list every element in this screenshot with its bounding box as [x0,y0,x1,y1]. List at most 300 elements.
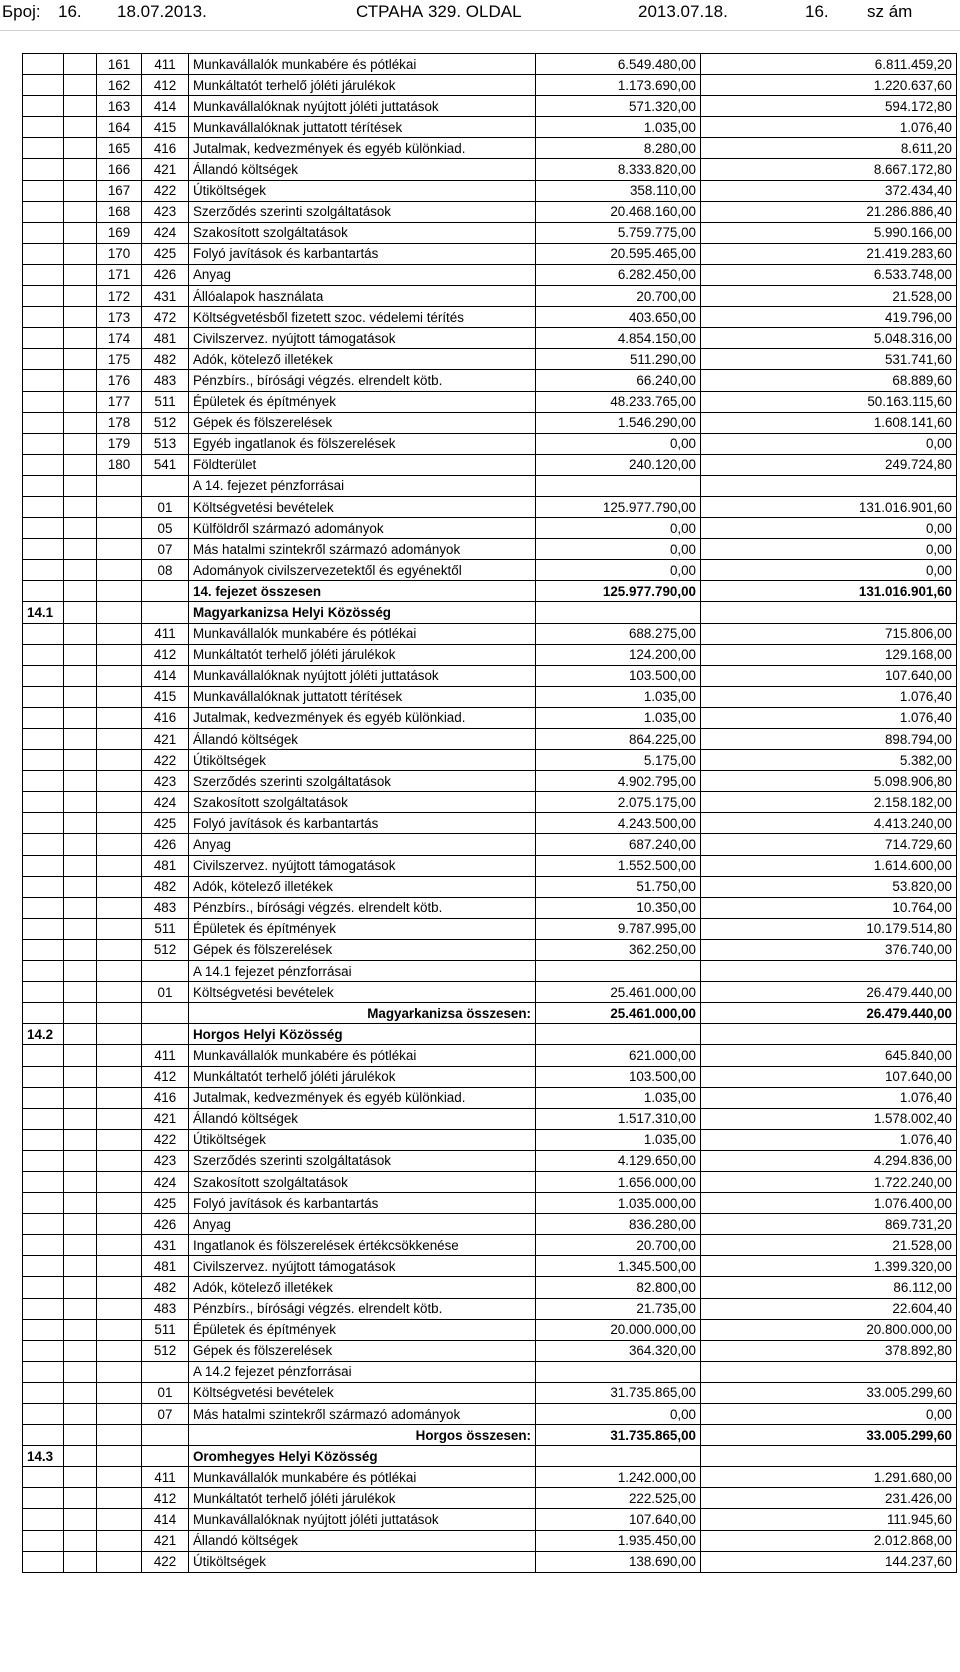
description-cell: Jutalmak, kedvezmények és egyéb különkiad. [189,138,536,159]
item-number-cell [97,750,142,771]
section-code-cell [23,1382,64,1403]
section-code-cell [23,1235,64,1256]
amount-indexed-cell: 10.179.514,80 [701,918,957,939]
amount-cell: 1.345.500,00 [536,1256,701,1277]
account-code-cell [142,1425,189,1446]
empty-cell [64,349,97,370]
account-code-cell [142,1446,189,1467]
amount-indexed-cell: 21.528,00 [701,286,957,307]
table-row [23,771,957,792]
account-code-cell: 481 [142,1256,189,1277]
section-code-cell [23,475,64,496]
amount-cell: 2.075.175,00 [536,792,701,813]
description-cell: Útiköltségek [189,180,536,201]
description-cell: Anyag [189,1214,536,1235]
amount-cell: 1.035.000,00 [536,1193,701,1214]
amount-cell: 836.280,00 [536,1214,701,1235]
item-number-cell: 161 [97,54,142,75]
item-number-cell [97,1150,142,1171]
amount-indexed-cell: 372.434,40 [701,180,957,201]
item-number-cell: 173 [97,307,142,328]
table-row [23,1108,957,1129]
section-code-cell [23,264,64,285]
empty-cell [64,855,97,876]
item-number-cell [97,1003,142,1024]
item-number-cell [97,1171,142,1192]
account-code-cell: 07 [142,539,189,560]
item-number-cell [97,918,142,939]
section-code-cell [23,1488,64,1509]
section-code-cell [23,813,64,834]
table-row [23,792,957,813]
section-code-cell [23,391,64,412]
item-number-cell [97,1108,142,1129]
item-number-cell [97,876,142,897]
amount-indexed-cell: 1.076,40 [701,686,957,707]
empty-cell [64,1467,97,1488]
account-code-cell: 01 [142,496,189,517]
amount-indexed-cell: 8.667.172,80 [701,159,957,180]
amount-cell: 6.282.450,00 [536,264,701,285]
table-row [23,939,957,960]
empty-cell [64,138,97,159]
item-number-cell [97,813,142,834]
amount-indexed-cell: 68.889,60 [701,370,957,391]
amount-indexed-cell: 107.640,00 [701,1066,957,1087]
section-code-cell [23,1530,64,1551]
amount-cell: 1.552.500,00 [536,855,701,876]
section-code-cell [23,222,64,243]
item-number-cell [97,707,142,728]
item-number-cell: 179 [97,433,142,454]
description-cell: Civilszervez. nyújtott támogatások [189,855,536,876]
description-cell: Oromhegyes Helyi Közösség [189,1446,536,1467]
account-code-cell: 425 [142,813,189,834]
section-code-cell [23,771,64,792]
item-number-cell [97,792,142,813]
amount-indexed-cell: 8.611,20 [701,138,957,159]
table-row [23,1340,957,1361]
table-row [23,96,957,117]
amount-cell: 21.735,00 [536,1298,701,1319]
account-code-cell: 423 [142,201,189,222]
amount-cell: 1.242.000,00 [536,1467,701,1488]
section-code-cell [23,433,64,454]
account-code-cell: 421 [142,1108,189,1129]
section-code-cell [23,96,64,117]
empty-cell [64,1361,97,1382]
empty-cell [64,1551,97,1572]
item-number-cell: 172 [97,286,142,307]
table-row [23,1171,957,1192]
amount-indexed-cell: 20.800.000,00 [701,1319,957,1340]
description-cell: Állóalapok használata [189,286,536,307]
empty-cell [64,750,97,771]
table-row [23,1382,957,1403]
amount-cell: 10.350,00 [536,897,701,918]
account-code-cell: 481 [142,855,189,876]
section-code-cell [23,1467,64,1488]
amount-indexed-cell: 5.048.316,00 [701,328,957,349]
item-number-cell [97,475,142,496]
section-code-cell [23,1298,64,1319]
account-code-cell: 424 [142,792,189,813]
amount-cell: 9.787.995,00 [536,918,701,939]
account-code-cell: 416 [142,1087,189,1108]
section-code-cell [23,328,64,349]
amount-cell: 0,00 [536,539,701,560]
account-code-cell [142,475,189,496]
table-row [23,201,957,222]
account-code-cell: 411 [142,1045,189,1066]
amount-cell: 1.656.000,00 [536,1171,701,1192]
amount-cell: 20.468.160,00 [536,201,701,222]
empty-cell [64,771,97,792]
amount-cell: 4.902.795,00 [536,771,701,792]
item-number-cell [97,1277,142,1298]
amount-indexed-cell: 5.382,00 [701,750,957,771]
account-code-cell: 422 [142,180,189,201]
item-number-cell [97,1193,142,1214]
section-code-cell [23,307,64,328]
section-code-cell [23,75,64,96]
item-number-cell: 169 [97,222,142,243]
header-date-hungarian: 2013.07.18. [638,2,728,21]
amount-cell: 0,00 [536,433,701,454]
amount-indexed-cell [701,961,957,982]
description-cell: Egyéb ingatlanok és fölszerelések [189,433,536,454]
item-number-cell [97,686,142,707]
amount-indexed-cell: 1.291.680,00 [701,1467,957,1488]
section-code-cell [23,707,64,728]
item-number-cell [97,560,142,581]
empty-cell [64,1235,97,1256]
empty-cell [64,201,97,222]
description-cell: Állandó költségek [189,159,536,180]
section-code-cell [23,496,64,517]
amount-cell: 1.935.450,00 [536,1530,701,1551]
empty-cell [64,412,97,433]
amount-indexed-cell [701,475,957,496]
account-code-cell: 414 [142,1509,189,1530]
empty-cell [64,961,97,982]
description-cell: Munkáltatót terhelő jóléti járulékok [189,75,536,96]
amount-cell: 4.129.650,00 [536,1150,701,1171]
account-code-cell: 511 [142,918,189,939]
amount-indexed-cell: 1.614.600,00 [701,855,957,876]
account-code-cell: 423 [142,1150,189,1171]
amount-cell: 1.173.690,00 [536,75,701,96]
description-cell: Költségvetési bevételek [189,1382,536,1403]
account-code-cell: 482 [142,349,189,370]
amount-indexed-cell: 4.413.240,00 [701,813,957,834]
section-code-cell [23,750,64,771]
amount-cell: 0,00 [536,1404,701,1425]
amount-cell: 4.243.500,00 [536,813,701,834]
amount-indexed-cell: 376.740,00 [701,939,957,960]
item-number-cell [97,1298,142,1319]
description-cell: Útiköltségek [189,1129,536,1150]
amount-indexed-cell: 714.729,60 [701,834,957,855]
empty-cell [64,623,97,644]
description-cell: Munkáltatót terhelő jóléti járulékok [189,1488,536,1509]
section-code-cell: 14.3 [23,1446,64,1467]
section-code-cell [23,918,64,939]
amount-indexed-cell: 1.076,40 [701,1129,957,1150]
amount-cell: 222.525,00 [536,1488,701,1509]
description-cell: Szerződés szerinti szolgáltatások [189,771,536,792]
amount-cell [536,961,701,982]
amount-indexed-cell [701,602,957,623]
table-row [23,1003,957,1024]
empty-cell [64,581,97,602]
table-row [23,750,957,771]
section-code-cell [23,1129,64,1150]
amount-indexed-cell: 21.528,00 [701,1235,957,1256]
amount-indexed-cell: 5.990.166,00 [701,222,957,243]
amount-cell: 20.700,00 [536,1235,701,1256]
item-number-cell: 165 [97,138,142,159]
section-code-cell [23,1150,64,1171]
item-number-cell [97,1235,142,1256]
amount-indexed-cell: 2.158.182,00 [701,792,957,813]
account-code-cell: 421 [142,729,189,750]
account-code-cell: 416 [142,707,189,728]
item-number-cell [97,1404,142,1425]
empty-cell [64,454,97,475]
table-row [23,1087,957,1108]
account-code-cell: 412 [142,644,189,665]
amount-cell: 31.735.865,00 [536,1425,701,1446]
empty-cell [64,686,97,707]
item-number-cell [97,1382,142,1403]
description-cell: Magyarkanizsa Helyi Közösség [189,602,536,623]
amount-cell: 1.546.290,00 [536,412,701,433]
table-row [23,1045,957,1066]
description-cell: Munkavállalók munkabére és pótlékai [189,1467,536,1488]
account-code-cell: 483 [142,897,189,918]
table-row [23,1129,957,1150]
section-code-cell [23,1066,64,1087]
empty-cell [64,1277,97,1298]
amount-cell: 103.500,00 [536,1066,701,1087]
section-code-cell [23,897,64,918]
amount-cell: 125.977.790,00 [536,581,701,602]
description-cell: Adományok civilszervezetektől és egyénektől [189,560,536,581]
empty-cell [64,496,97,517]
amount-indexed-cell: 107.640,00 [701,665,957,686]
account-code-cell: 425 [142,243,189,264]
header-issue-label-right: sz ám [867,2,913,21]
amount-indexed-cell: 1.578.002,40 [701,1108,957,1129]
empty-cell [64,1066,97,1087]
account-code-cell: 415 [142,686,189,707]
section-code-cell [23,729,64,750]
empty-cell [64,222,97,243]
empty-cell [64,433,97,454]
section-code-cell [23,686,64,707]
description-cell: Szakosított szolgáltatások [189,792,536,813]
section-code-cell [23,1214,64,1235]
section-code-cell [23,539,64,560]
description-cell: Gépek és fölszerelések [189,412,536,433]
section-code-cell [23,286,64,307]
amount-indexed-cell: 0,00 [701,433,957,454]
account-code-cell: 426 [142,264,189,285]
amount-indexed-cell [701,1024,957,1045]
amount-cell: 5.759.775,00 [536,222,701,243]
empty-cell [64,939,97,960]
table-row [23,1066,957,1087]
table-row [23,1235,957,1256]
amount-cell: 51.750,00 [536,876,701,897]
amount-cell [536,1361,701,1382]
table-row [23,349,957,370]
amount-cell [536,1446,701,1467]
description-cell: Útiköltségek [189,750,536,771]
item-number-cell [97,518,142,539]
description-cell: Munkavállalóknak nyújtott jóléti juttatások [189,665,536,686]
section-code-cell [23,939,64,960]
amount-indexed-cell: 0,00 [701,518,957,539]
account-code-cell: 411 [142,54,189,75]
account-code-cell: 01 [142,1382,189,1403]
amount-cell: 621.000,00 [536,1045,701,1066]
description-cell: Magyarkanizsa összesen: [189,1003,536,1024]
account-code-cell: 541 [142,454,189,475]
table-row [23,1530,957,1551]
table-row [23,729,957,750]
amount-indexed-cell: 53.820,00 [701,876,957,897]
item-number-cell [97,1340,142,1361]
amount-cell: 107.640,00 [536,1509,701,1530]
item-number-cell: 176 [97,370,142,391]
empty-cell [64,1193,97,1214]
section-code-cell [23,792,64,813]
empty-cell [64,876,97,897]
amount-indexed-cell: 898.794,00 [701,729,957,750]
empty-cell [64,1024,97,1045]
section-code-cell [23,1171,64,1192]
description-cell: Adók, kötelező illetékek [189,1277,536,1298]
empty-cell [64,729,97,750]
account-code-cell: 422 [142,1129,189,1150]
table-row [23,813,957,834]
empty-cell [64,1340,97,1361]
item-number-cell [97,1024,142,1045]
item-number-cell [97,1551,142,1572]
table-row [23,117,957,138]
table-row [23,1277,957,1298]
account-code-cell: 411 [142,1467,189,1488]
amount-cell: 138.690,00 [536,1551,701,1572]
empty-cell [64,602,97,623]
section-code-cell [23,518,64,539]
account-code-cell: 425 [142,1193,189,1214]
description-cell: Földterület [189,454,536,475]
table-row [23,1024,957,1045]
table-row [23,1256,957,1277]
table-row [23,1361,957,1382]
item-number-cell [97,897,142,918]
header-number-label: Број: [2,2,41,21]
description-cell: Munkavállalóknak nyújtott jóléti juttatások [189,1509,536,1530]
amount-cell: 362.250,00 [536,939,701,960]
description-cell: Szakosított szolgáltatások [189,222,536,243]
table-row [23,475,957,496]
account-code-cell: 415 [142,117,189,138]
empty-cell [64,1404,97,1425]
item-number-cell [97,982,142,1003]
item-number-cell [97,1509,142,1530]
section-code-cell [23,1277,64,1298]
item-number-cell [97,1319,142,1340]
empty-cell [64,518,97,539]
item-number-cell [97,1087,142,1108]
item-number-cell [97,771,142,792]
table-row [23,1214,957,1235]
description-cell: Más hatalmi szintekről származó adományok [189,539,536,560]
amount-indexed-cell: 1.399.320,00 [701,1256,957,1277]
amount-cell: 0,00 [536,518,701,539]
item-number-cell [97,1530,142,1551]
description-cell: Horgos összesen: [189,1425,536,1446]
table-row [23,54,957,75]
section-code-cell [23,243,64,264]
amount-indexed-cell: 111.945,60 [701,1509,957,1530]
amount-cell: 1.035,00 [536,1087,701,1108]
item-number-cell: 174 [97,328,142,349]
table-row [23,1193,957,1214]
item-number-cell [97,1045,142,1066]
description-cell: Jutalmak, kedvezmények és egyéb különkiad. [189,1087,536,1108]
description-cell: A 14. fejezet pénzforrásai [189,475,536,496]
empty-cell [64,391,97,412]
table-row [23,961,957,982]
section-code-cell [23,54,64,75]
amount-indexed-cell: 249.724,80 [701,454,957,475]
table-row [23,454,957,475]
item-number-cell [97,961,142,982]
description-cell: Költségvetési bevételek [189,982,536,1003]
account-code-cell: 412 [142,1066,189,1087]
amount-indexed-cell: 378.892,80 [701,1340,957,1361]
section-code-cell [23,665,64,686]
account-code-cell: 483 [142,370,189,391]
item-number-cell [97,1425,142,1446]
description-cell: Adók, kötelező illetékek [189,349,536,370]
section-code-cell [23,201,64,222]
section-code-cell [23,876,64,897]
item-number-cell [97,729,142,750]
section-code-cell [23,1404,64,1425]
amount-cell: 1.035,00 [536,117,701,138]
description-cell: Munkavállalók munkabére és pótlékai [189,54,536,75]
section-code-cell [23,623,64,644]
description-cell: Állandó költségek [189,1108,536,1129]
empty-cell [64,644,97,665]
account-code-cell: 414 [142,96,189,117]
budget-table [22,53,957,1573]
item-number-cell: 163 [97,96,142,117]
amount-indexed-cell: 26.479.440,00 [701,982,957,1003]
amount-cell: 20.700,00 [536,286,701,307]
table-row [23,391,957,412]
description-cell: Gépek és fölszerelések [189,1340,536,1361]
item-number-cell: 166 [97,159,142,180]
description-cell: Külföldről származó adományok [189,518,536,539]
amount-cell: 82.800,00 [536,1277,701,1298]
